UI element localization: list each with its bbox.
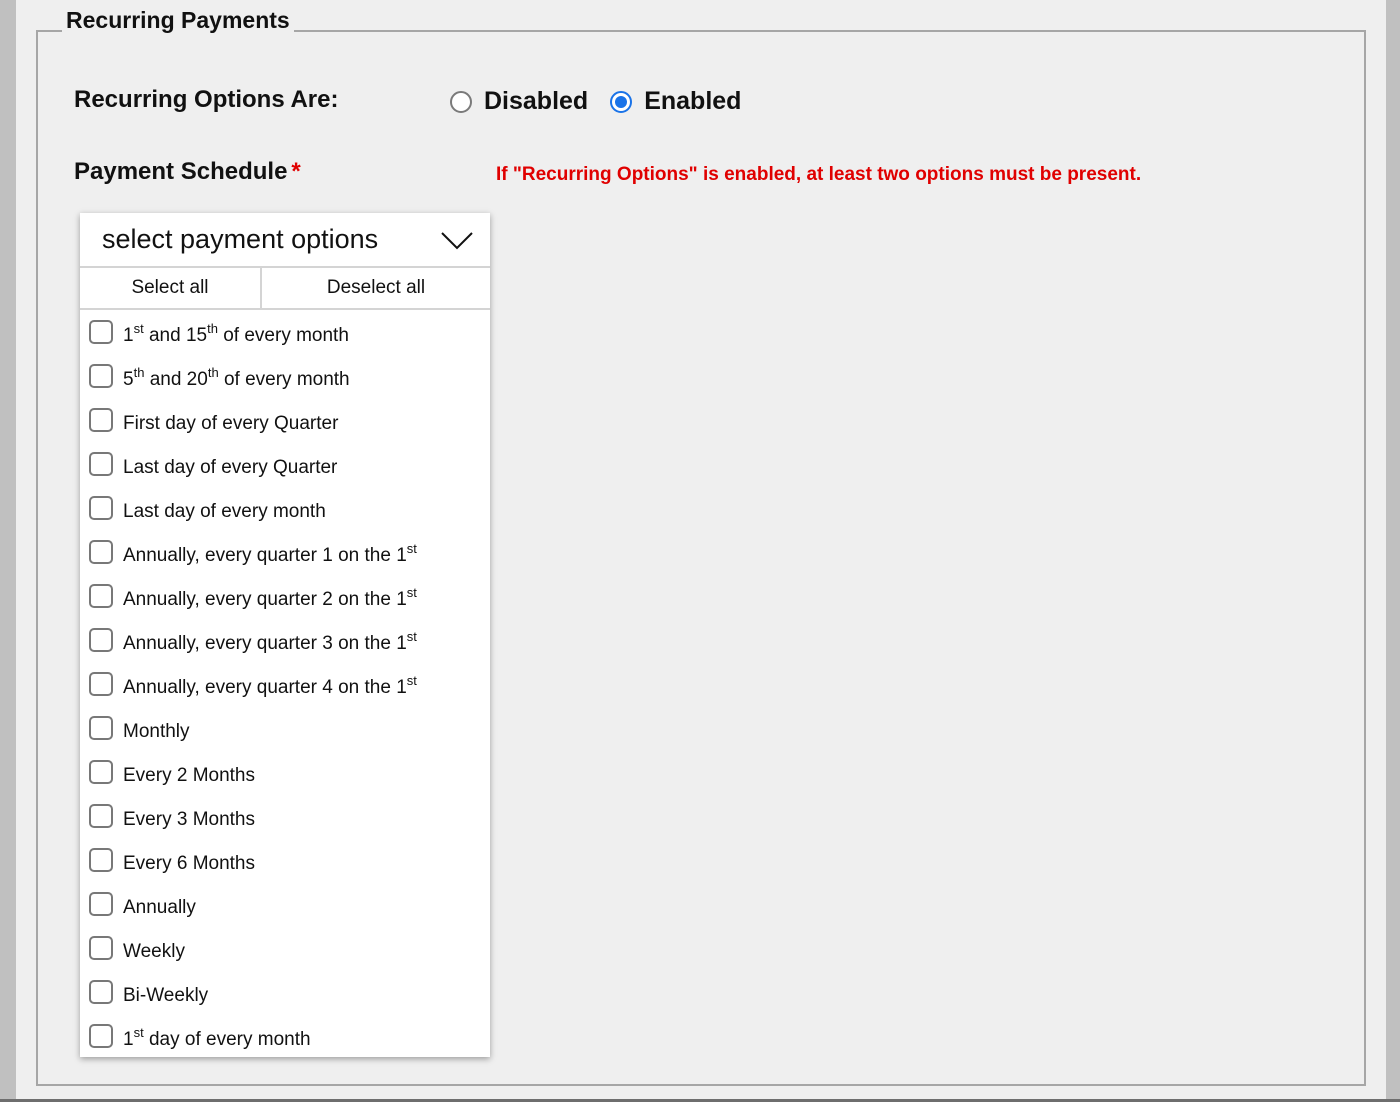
option-item[interactable] [80,710,490,754]
bulk-actions [80,268,490,310]
option-label[interactable] [123,941,185,963]
option-text-part: day of every month [143,1029,311,1050]
option-text-part: 5 [123,369,134,390]
recurring-options-label: Recurring Options Are: [74,86,339,113]
left-gutter [0,0,16,1102]
option-item[interactable] [80,402,490,446]
option-label[interactable] [123,321,349,347]
ordinal-suffix: th [207,321,218,336]
fieldset-legend: Recurring Payments [62,5,294,35]
ordinal-suffix: st [406,629,417,644]
option-text-part: Annually, every quarter 1 on the 1 [123,545,407,566]
option-label[interactable] [123,985,208,1007]
radio-enabled[interactable] [610,87,741,116]
option-item[interactable] [80,886,490,930]
option-label[interactable] [123,1025,311,1051]
multiselect-toggle[interactable] [80,213,490,268]
option-item[interactable] [80,666,490,710]
radio-disabled-label[interactable]: Disabled [484,87,589,115]
option-checkbox[interactable] [89,936,113,960]
option-label[interactable] [123,673,417,699]
option-label[interactable] [123,365,350,391]
ordinal-suffix: st [406,585,417,600]
option-text-part: Last day of every month [123,501,326,522]
option-checkbox[interactable] [89,320,113,344]
option-checkbox[interactable] [89,672,113,696]
option-text-part: First day of every Quarter [123,413,339,434]
radio-enabled-circle[interactable] [610,91,632,113]
option-text-part: Bi-Weekly [123,985,209,1006]
option-label[interactable] [123,413,338,435]
option-text-part: Annually, every quarter 3 on the 1 [123,633,407,654]
option-text-part: of every month [217,325,349,346]
option-checkbox[interactable] [89,892,113,916]
option-checkbox[interactable] [89,452,113,476]
chevron-down-icon[interactable] [440,229,474,251]
option-checkbox[interactable] [89,848,113,872]
option-text-part: Annually, every quarter 2 on the 1 [123,589,407,610]
option-checkbox[interactable] [89,804,113,828]
option-label[interactable] [123,585,417,611]
required-asterisk: * [291,158,301,185]
ordinal-suffix: st [406,541,417,556]
multiselect-placeholder: select payment options [102,224,379,254]
option-item[interactable] [80,622,490,666]
option-text-part: Monthly [123,721,190,742]
option-checkbox[interactable] [89,760,113,784]
option-checkbox[interactable] [89,584,113,608]
payment-schedule-text: Payment Schedule [74,158,288,185]
option-checkbox[interactable] [89,364,113,388]
option-label[interactable] [123,629,417,655]
option-item[interactable] [80,314,490,358]
option-text-part: of every month [218,369,350,390]
radio-disabled-circle[interactable] [450,91,472,113]
option-label[interactable] [123,897,196,919]
right-scrollbar-track[interactable] [1386,0,1400,1102]
option-text-part: Last day of every Quarter [123,457,338,478]
ordinal-suffix: th [133,365,145,380]
option-label[interactable] [123,541,417,567]
option-checkbox[interactable] [89,716,113,740]
option-item[interactable] [80,930,490,974]
option-item[interactable] [80,578,490,622]
option-text-part: Annually, every quarter 4 on the 1 [123,677,407,698]
option-item[interactable] [80,754,490,798]
ordinal-suffix: th [207,365,219,380]
validation-error-message: If "Recurring Options" is enabled, at least two options must be present. [496,164,1142,185]
recurring-options-radio-group [450,87,763,116]
option-label[interactable] [123,765,255,787]
ordinal-suffix: st [133,1025,144,1040]
deselect-all-button[interactable]: Deselect all [326,277,426,298]
option-text-part: Every 3 Months [123,809,255,830]
ordinal-suffix: st [133,321,144,336]
option-item[interactable] [80,534,490,578]
option-text-part: Annually [123,897,196,918]
option-label[interactable] [123,501,326,523]
option-text-part: and 15 [143,325,208,346]
option-item[interactable] [80,842,490,886]
option-label[interactable] [123,457,337,479]
select-all-button[interactable]: Select all [80,268,262,308]
ordinal-suffix: st [406,673,417,688]
option-text-part: Weekly [123,941,185,962]
option-checkbox[interactable] [89,540,113,564]
option-item[interactable] [80,358,490,402]
radio-disabled[interactable] [450,87,588,116]
option-checkbox[interactable] [89,408,113,432]
option-checkbox[interactable] [89,496,113,520]
radio-enabled-label[interactable]: Enabled [644,87,742,115]
options-list [80,310,490,1062]
option-checkbox[interactable] [89,980,113,1004]
option-text-part: 1 [123,325,134,346]
option-item[interactable] [80,974,490,1018]
option-checkbox[interactable] [89,628,113,652]
payment-schedule-label [74,158,301,186]
option-item[interactable] [80,1018,490,1062]
option-label[interactable] [123,853,255,875]
option-item[interactable] [80,490,490,534]
payment-options-multiselect [80,213,490,1057]
option-text-part: 1 [123,1029,134,1050]
option-text-part: and 20 [144,369,208,390]
option-text-part: Every 2 Months [123,765,255,786]
option-item[interactable] [80,798,490,842]
option-text-part: Every 6 Months [123,853,255,874]
option-checkbox[interactable] [89,1024,113,1048]
option-label[interactable] [123,809,255,831]
option-label[interactable] [123,721,190,743]
option-item[interactable] [80,446,490,490]
